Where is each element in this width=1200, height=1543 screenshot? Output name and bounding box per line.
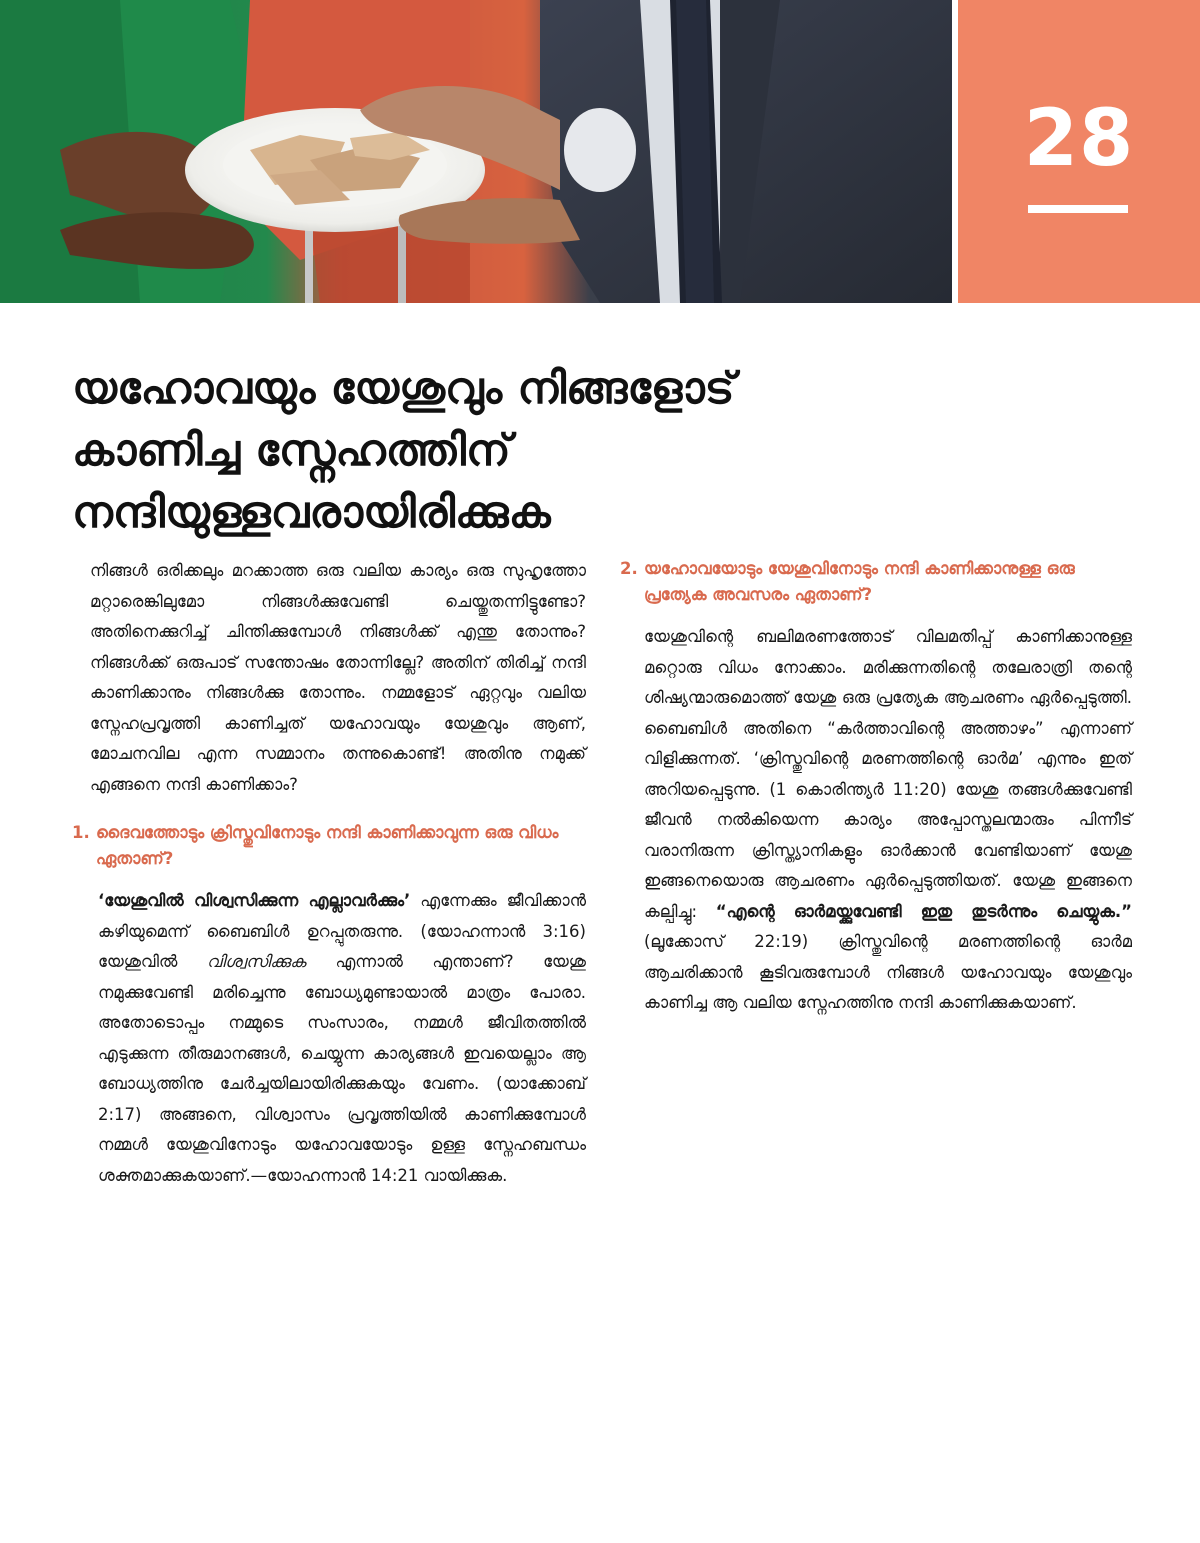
intro-paragraph: നിങ്ങൾ ഒരിക്കലും മറക്കാത്ത ഒരു വലിയ കാര്യം ഒരു സുഹൃത്തോ മറ്റാരെങ്കിലുമോ നിങ്ങൾക്കുവേണ്ടി ചെയ്തുതന്നിട്ടുണ്ടോ? അതിനെക്കുറിച്ച് ചിന്തിക്കുമ്പോൾ നിങ്ങൾക്ക് എന്തു തോന്നും? നിങ്ങൾക്ക് ഒരുപാട് സന്തോഷം തോന്നില്ലേ? അതിന് തിരിച്ച് നന്ദി കാണിക്കാനും നിങ്ങൾക്കു തോന്നും. നമ്മളോട് ഏറ്റവും വലിയ സ്നേഹപ്രവൃത്തി കാണിച്ചത് യഹോവയും യേശുവും ആണ്, മോചനവില എന്ന സമ്മാനം തന്നുകൊണ്ട്! അതിനു നമുക്ക് എങ്ങനെ നന്ദി കാണിക്കാം? [90,561,586,794]
answer-2-text-b: (ലൂക്കോസ് 22:19) ക്രിസ്തുവിന്റെ മരണത്തിന്റെ ഓർമ ആചരിക്കാൻ കൂടിവരുമ്പോൾ നിങ്ങൾ യഹോവയും യേശുവും കാണിച്ച ആ വലിയ സ്നേഹത്തിനു നന്ദി കാണിക്കുകയാണ്. [644,932,1132,1012]
right-column [620,556,1132,1019]
answer-1-text-a: എന്നേക്കും ജീവിക്കാൻ കഴിയുമെന്ന് ബൈബിൾ ഉറപ്പുതരുന്നു. (യോഹന്നാൻ 3:16) യേശുവിൽ [98,891,586,971]
page-title-line-2: കാണിച്ച സ്നേഹത്തിന് [72,425,511,476]
answer-1-italic: വിശ്വസിക്കുക [206,952,306,971]
answer-1-paragraph [90,886,586,1191]
left-column [72,556,587,1191]
hero-photo [0,0,952,303]
answer-2-bold-quote: “എന്റെ ഓർമയ്ക്കുവേണ്ടി ഇതു തുടർന്നും ചെയ്യുക.” [715,901,1132,921]
answer-2-text-a: യേശുവിന്റെ ബലിമരണത്തോട് വിലമതിപ്പ് കാണിക്കാനുള്ള മറ്റൊരു വിധം നോക്കാം. മരിക്കുന്നതിന്റെ തലേരാത്രി തന്റെ ശിഷ്യന്മാരുമൊത്ത് യേശു ഒരു പ്രത്യേക ആചരണം ഏർപ്പെടുത്തി. ബൈബിൾ അതിനെ “കർത്താവിന്റെ അത്താഴം” എന്നാണ് വിളിക്കുന്നത്. ‘ക്രിസ്തുവിന്റെ മരണത്തിന്റെ ഓർമ’ എന്നും ഇത് അറിയപ്പെടുന്നു. (1 കൊരിന്ത്യർ 11:20) യേശു തങ്ങൾക്കുവേണ്ടി ജീവൻ നൽകിയെന്ന കാര്യം അപ്പോസ്തലന്മാരും പിന്നീട് വരാനിരുന്ന ക്രിസ്ത്യാനികളും ഓർക്കാൻ വേണ്ടിയാണ് യേശു ഇങ്ങനെയൊരു ആചരണം ഏർപ്പെടുത്തിയത്. യേശു ഇങ്ങനെ കല്പിച്ചു: [644,627,1132,921]
question-2-number: 2. [620,559,638,578]
question-1-number: 1. [72,823,90,842]
answer-1-bold-lead: ‘യേശുവിൽ വിശ്വസിക്കുന്ന എല്ലാവർക്കും’ [98,891,411,910]
answer-1-text-b: എന്നാൽ എന്താണ്? യേശു നമുക്കുവേണ്ടി മരിച്ചെന്നു ബോധ്യമുണ്ടായാൽ മാത്രം പോരാ. അതോടൊപ്പം നമ്മുടെ സംസാരം, നമ്മൾ ജീവിതത്തിൽ എടുക്കുന്ന തീരുമാനങ്ങൾ, ചെയ്യുന്ന കാര്യങ്ങൾ ഇവയെല്ലാം ആ ബോധ്യത്തിനു ചേർച്ചയിലായിരിക്കുകയും വേണം. (യാക്കോബ് 2:17) അങ്ങനെ, വിശ്വാസം പ്രവൃത്തിയിൽ കാണിക്കുമ്പോൾ നമ്മൾ യേശുവിനോടും യഹോവയോടും ഉള്ള സ്നേഹബന്ധം ശക്തമാക്കുകയാണ്.—യോഹന്നാൻ 14:21 വായിക്കുക. [98,952,587,1185]
lesson-number-underline [1028,205,1128,213]
question-1 [72,820,586,872]
answer-2-paragraph [620,622,1132,1019]
question-2-text: യഹോവയോടും യേശുവിനോടും നന്ദി കാണിക്കാനുള്ള ഒരു പ്രത്യേക അവസരം ഏതാണ്? [644,559,1075,604]
question-1-text: ദൈവത്തോടും ക്രിസ്തുവിനോടും നന്ദി കാണിക്കാവുന്ന ഒരു വിധം ഏതാണ്? [96,823,559,868]
lesson-number: 28 [1023,94,1135,184]
page-title-line-3: നന്ദിയുള്ളവരായിരിക്കുക [72,487,551,538]
page-title-line-1: യഹോവയും യേശുവും നിങ്ങളോട് [72,363,735,414]
page-title [72,358,932,544]
lesson-number-tab [958,0,1200,303]
question-2 [620,556,1132,608]
